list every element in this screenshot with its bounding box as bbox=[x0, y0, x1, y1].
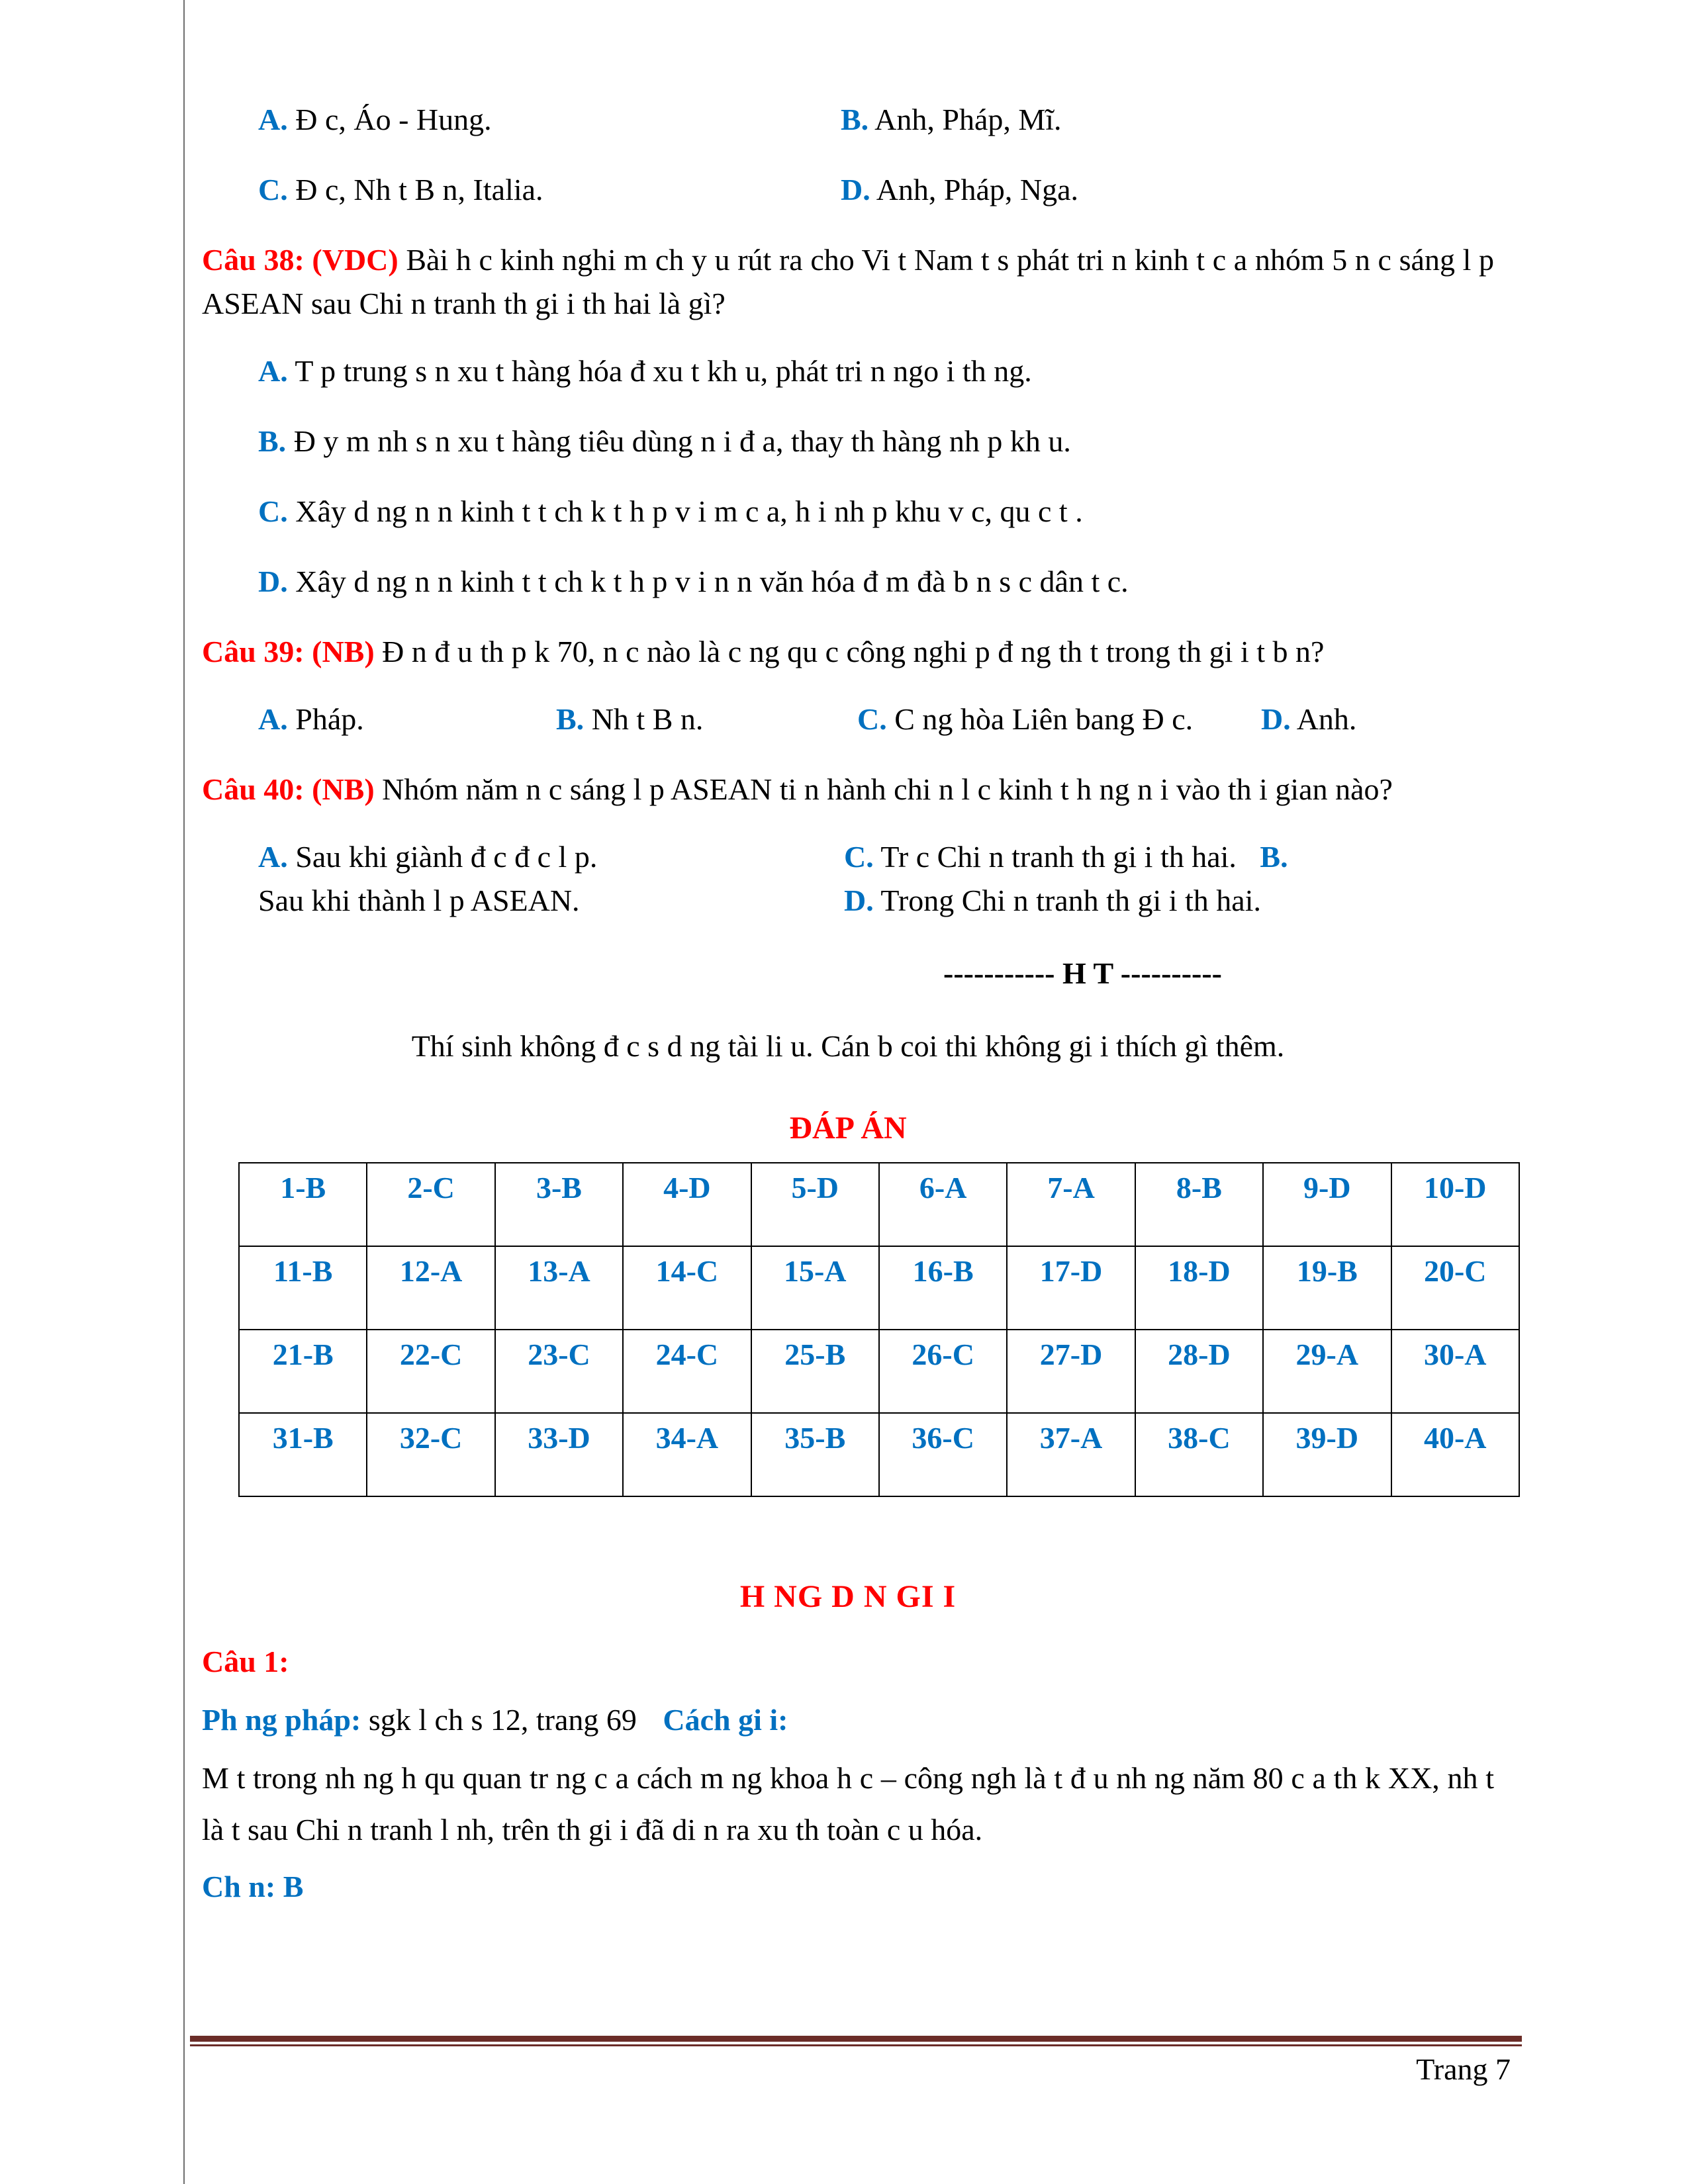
answer-table-row bbox=[239, 1413, 1519, 1496]
option-text: Anh, Pháp, Nga. bbox=[876, 173, 1079, 206]
answer-cell: 35-B bbox=[751, 1413, 879, 1496]
answer-cell: 21-B bbox=[239, 1330, 367, 1413]
option-label: B. bbox=[841, 103, 869, 136]
option-text: Xây d ng n n kinh t t ch k t h p v i n n văn hóa đ m đà b n s c dân t c. bbox=[295, 565, 1129, 598]
option-text: Trong Chi n tranh th gi i th hai. bbox=[880, 884, 1262, 917]
option-text: Đ c, Áo - Hung. bbox=[295, 103, 492, 136]
option-label: A. bbox=[258, 354, 288, 388]
question-label: Câu 38: (VDC) bbox=[202, 243, 399, 277]
answer-cell: 32-C bbox=[367, 1413, 494, 1496]
answer-cell: 28-D bbox=[1135, 1330, 1263, 1413]
question-38-option-d bbox=[202, 560, 1494, 604]
option-label: B. bbox=[1260, 840, 1288, 874]
answer-cell: 16-B bbox=[879, 1246, 1007, 1330]
answer-cell: 26-C bbox=[879, 1330, 1007, 1413]
answer-cell: 34-A bbox=[623, 1413, 751, 1496]
question-39-option-a bbox=[258, 698, 556, 741]
question-39 bbox=[202, 630, 1494, 674]
option-text: C ng hòa Liên bang Đ c. bbox=[894, 702, 1194, 736]
answer-cell: 10-D bbox=[1391, 1163, 1519, 1246]
option-text: Tr c Chi n tranh th gi i th hai. bbox=[880, 840, 1237, 874]
method-text: sgk l ch s 12, trang 69 bbox=[368, 1703, 637, 1737]
answer-table bbox=[238, 1162, 1520, 1497]
option-text: Đ c, Nh t B n, Italia. bbox=[295, 173, 543, 206]
answer-cell: 29-A bbox=[1263, 1330, 1391, 1413]
answer-cell: 40-A bbox=[1391, 1413, 1519, 1496]
question-label: Câu 40: (NB) bbox=[202, 772, 375, 806]
guide-question-label: Câu 1: bbox=[202, 1645, 289, 1678]
answer-table-row bbox=[239, 1163, 1519, 1246]
option-row bbox=[202, 879, 1494, 923]
answer-cell: 8-B bbox=[1135, 1163, 1263, 1246]
option-label: A. bbox=[258, 840, 288, 874]
question-39-option-d bbox=[1261, 698, 1356, 741]
option-label: B. bbox=[556, 702, 585, 736]
option-row bbox=[202, 835, 1494, 879]
option-row bbox=[202, 168, 1494, 212]
answer-cell: 22-C bbox=[367, 1330, 494, 1413]
answer-cell: 27-D bbox=[1007, 1330, 1135, 1413]
guide-answer: Ch n: B bbox=[202, 1870, 304, 1903]
answer-cell: 1-B bbox=[239, 1163, 367, 1246]
option-b bbox=[841, 98, 1494, 142]
page-content bbox=[202, 98, 1494, 1919]
question-text: Đ n đ u th p k 70, n c nào là c ng qu c công nghi p đ ng th t trong th gi i t b n? bbox=[382, 635, 1325, 668]
question-38-option-b bbox=[202, 420, 1494, 463]
option-a bbox=[202, 98, 841, 142]
answer-cell: 39-D bbox=[1263, 1413, 1391, 1496]
option-text: Pháp. bbox=[295, 702, 364, 736]
answer-table-row bbox=[239, 1246, 1519, 1330]
answer-cell: 4-D bbox=[623, 1163, 751, 1246]
answer-cell: 36-C bbox=[879, 1413, 1007, 1496]
solution-label: Cách gi i: bbox=[663, 1703, 788, 1737]
exam-note: Thí sinh không đ c s d ng tài li u. Cán b coi thi không gi i thích gì thêm. bbox=[411, 1029, 1285, 1063]
option-text: Sau khi thành l p ASEAN. bbox=[258, 884, 580, 917]
option-text: Sau khi giành đ c đ c l p. bbox=[295, 840, 598, 874]
left-margin-line bbox=[183, 0, 185, 2184]
option-text: Anh. bbox=[1296, 702, 1357, 736]
question-40-option-c bbox=[844, 835, 1494, 879]
option-label: D. bbox=[258, 565, 288, 598]
question-38-option-a bbox=[202, 349, 1494, 393]
answer-cell: 38-C bbox=[1135, 1413, 1263, 1496]
answer-cell: 15-A bbox=[751, 1246, 879, 1330]
answer-cell: 24-C bbox=[623, 1330, 751, 1413]
option-label: C. bbox=[857, 702, 887, 736]
answer-cell: 18-D bbox=[1135, 1246, 1263, 1330]
question-40-option-a bbox=[202, 835, 844, 879]
question-40-option-d bbox=[844, 879, 1494, 923]
answer-cell: 30-A bbox=[1391, 1330, 1519, 1413]
option-text: T p trung s n xu t hàng hóa đ xu t kh u, phát tri n ngo i th ng. bbox=[295, 354, 1032, 388]
question-40 bbox=[202, 768, 1494, 811]
answer-cell: 17-D bbox=[1007, 1246, 1135, 1330]
option-label: D. bbox=[841, 173, 870, 206]
guide-body: M t trong nh ng h qu quan tr ng c a cách m ng khoa h c – công ngh là t đ u nh ng năm 80 c a th k XX, nh t là t sau Chi n tranh l nh, trên th gi i đã di n ra xu th toàn c u hóa. bbox=[202, 1761, 1494, 1846]
option-label: C. bbox=[258, 173, 288, 206]
answer-cell: 14-C bbox=[623, 1246, 751, 1330]
option-label: D. bbox=[844, 884, 874, 917]
answer-key-title: ĐÁP ÁN bbox=[789, 1111, 907, 1146]
answer-cell: 3-B bbox=[495, 1163, 623, 1246]
question-40-option-b-continued bbox=[202, 879, 844, 923]
answer-cell: 12-A bbox=[367, 1246, 494, 1330]
guide-title: H NG D N GI I bbox=[739, 1579, 957, 1614]
answer-cell: 33-D bbox=[495, 1413, 623, 1496]
answer-cell: 6-A bbox=[879, 1163, 1007, 1246]
guide-method-line bbox=[202, 1694, 1494, 1746]
answer-cell: 9-D bbox=[1263, 1163, 1391, 1246]
answer-cell: 31-B bbox=[239, 1413, 367, 1496]
footer-rule bbox=[190, 2036, 1522, 2046]
footer-page-number: Trang 7 bbox=[1416, 2052, 1511, 2086]
option-c bbox=[202, 168, 841, 212]
question-38 bbox=[202, 238, 1494, 326]
option-label: A. bbox=[258, 702, 288, 736]
question-text: Nhóm năm n c sáng l p ASEAN ti n hành chi n l c kinh t h ng n i vào th i gian nào? bbox=[382, 772, 1393, 806]
end-marker: ----------- H T ---------- bbox=[943, 956, 1222, 990]
answer-cell: 20-C bbox=[1391, 1246, 1519, 1330]
question-39-options bbox=[202, 698, 1494, 741]
option-label: A. bbox=[258, 103, 288, 136]
question-39-option-b bbox=[556, 698, 857, 741]
option-text: Nh t B n. bbox=[591, 702, 704, 736]
answer-table-body bbox=[239, 1163, 1519, 1496]
option-row bbox=[202, 98, 1494, 142]
answer-cell: 7-A bbox=[1007, 1163, 1135, 1246]
option-label: D. bbox=[1261, 702, 1291, 736]
answer-cell: 13-A bbox=[495, 1246, 623, 1330]
question-38-option-c bbox=[202, 490, 1494, 533]
answer-cell: 5-D bbox=[751, 1163, 879, 1246]
method-label: Ph ng pháp: bbox=[202, 1703, 361, 1737]
question-39-option-c bbox=[857, 698, 1261, 741]
question-text: Bài h c kinh nghi m ch y u rút ra cho Vi t Nam t s phát tri n kinh t c a nhóm 5 n c sáng l p ASEAN sau Chi n tranh th gi i th hai là gì? bbox=[202, 243, 1495, 320]
option-label: B. bbox=[258, 424, 287, 458]
answer-cell: 2-C bbox=[367, 1163, 494, 1246]
answer-cell: 25-B bbox=[751, 1330, 879, 1413]
answer-cell: 19-B bbox=[1263, 1246, 1391, 1330]
answer-table-row bbox=[239, 1330, 1519, 1413]
option-label: C. bbox=[258, 494, 288, 528]
option-text: Xây d ng n n kinh t t ch k t h p v i m c a, h i nh p khu v c, qu c t . bbox=[295, 494, 1083, 528]
option-label: C. bbox=[844, 840, 874, 874]
option-text: Anh, Pháp, Mĩ. bbox=[874, 103, 1062, 136]
answer-cell: 23-C bbox=[495, 1330, 623, 1413]
answer-cell: 37-A bbox=[1007, 1413, 1135, 1496]
answer-cell: 11-B bbox=[239, 1246, 367, 1330]
question-label: Câu 39: (NB) bbox=[202, 635, 375, 668]
option-text: Đ y m nh s n xu t hàng tiêu dùng n i đ a, thay th hàng nh p kh u. bbox=[293, 424, 1071, 458]
option-d bbox=[841, 168, 1494, 212]
question-40-options bbox=[202, 835, 1494, 923]
